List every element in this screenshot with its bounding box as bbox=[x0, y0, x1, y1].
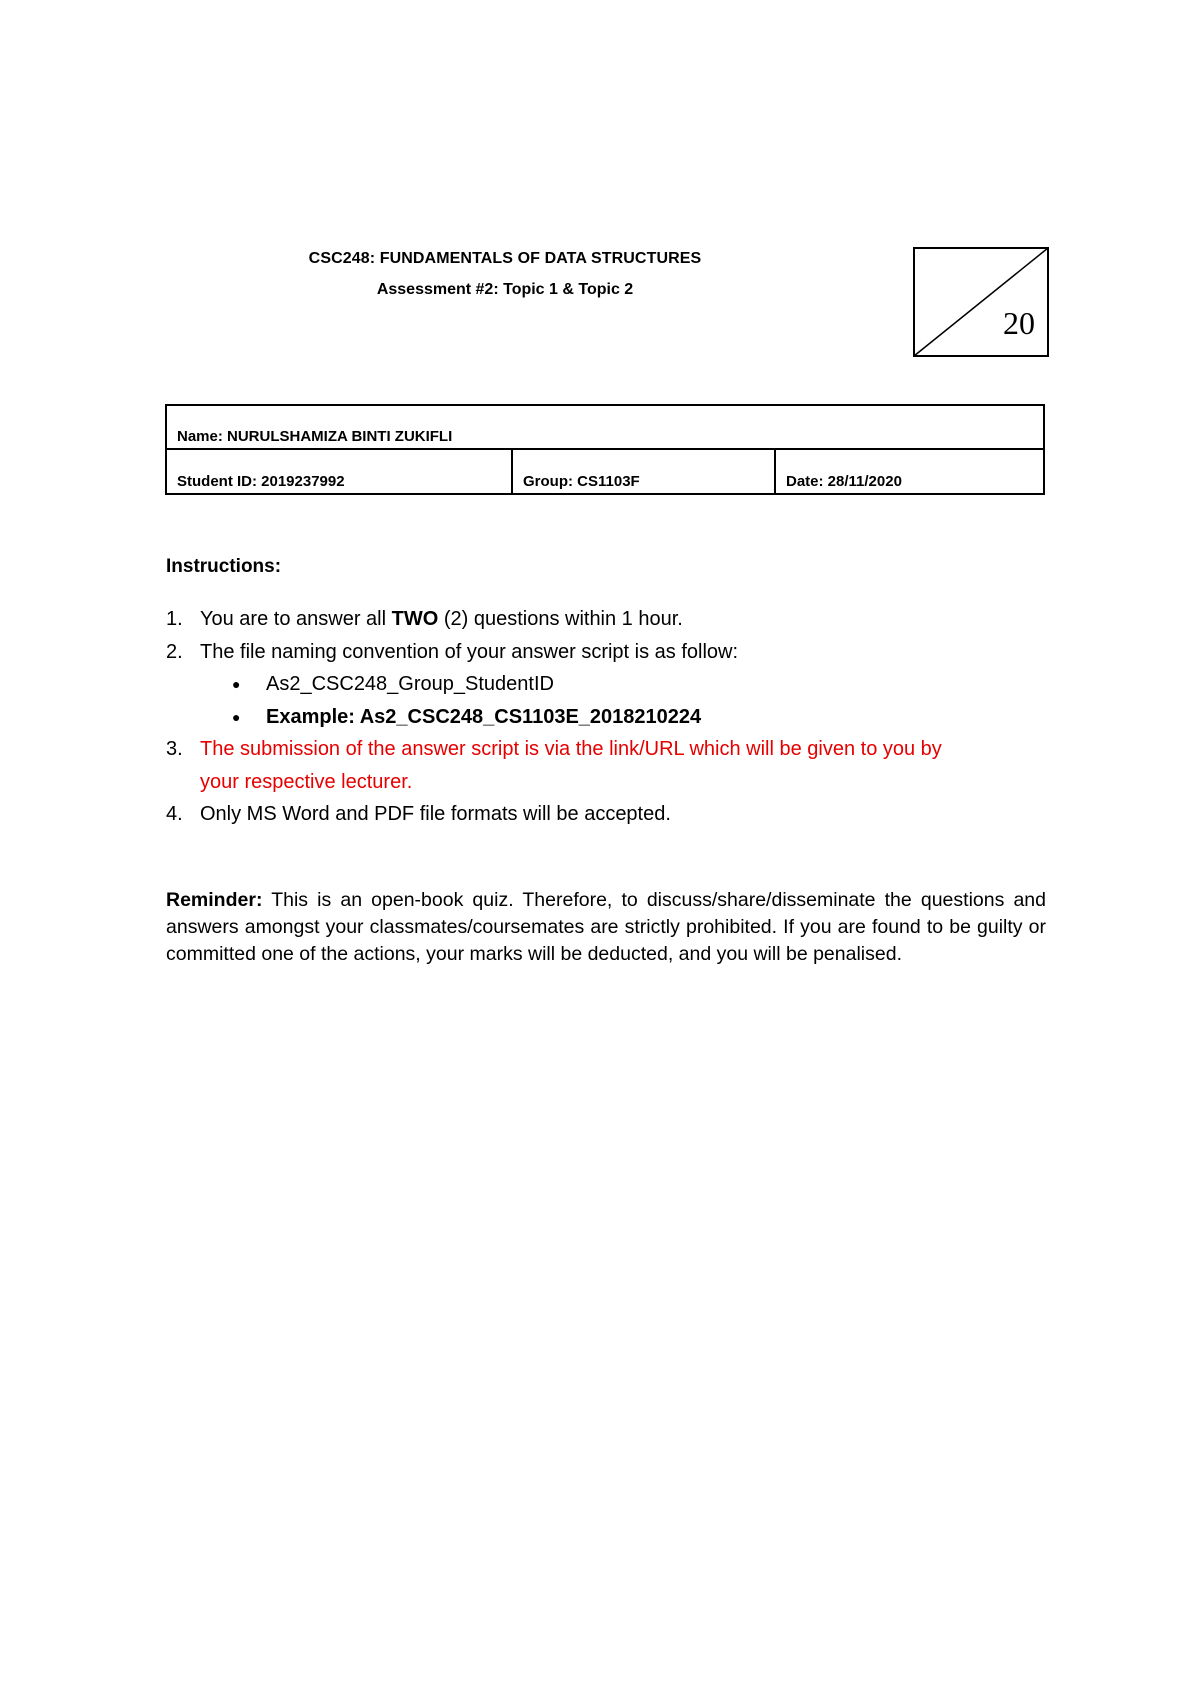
instruction-text: Only MS Word and PDF file formats will be accepted. bbox=[200, 803, 671, 825]
instruction-number: 2. bbox=[166, 640, 183, 663]
date-cell: Date: 28/11/2020 bbox=[775, 449, 1044, 494]
student-info-row-details bbox=[166, 449, 1044, 494]
instruction-text: You are to answer all bbox=[200, 608, 392, 630]
bullet-icon: ● bbox=[232, 708, 241, 725]
instruction-sub-item bbox=[166, 701, 1046, 734]
instruction-item-3-continued bbox=[166, 766, 1046, 799]
instruction-emphasis: TWO bbox=[391, 608, 439, 630]
course-title: CSC248: FUNDAMENTALS OF DATA STRUCTURES bbox=[308, 250, 702, 267]
instructions-heading: Instructions: bbox=[166, 556, 282, 577]
reminder-paragraph bbox=[166, 887, 1046, 968]
score-total: 20 bbox=[1003, 305, 1035, 341]
instruction-text: The file naming convention of your answer script is as follow: bbox=[200, 640, 739, 663]
naming-example-text: Example: As2_CSC248_CS1103E_2018210224 bbox=[266, 705, 702, 728]
student-id-cell: Student ID: 2019237992 bbox=[166, 449, 512, 494]
instruction-text: (2) questions within 1 hour. bbox=[438, 608, 683, 630]
instruction-number: 1. bbox=[166, 608, 183, 630]
instruction-item-1 bbox=[166, 603, 1046, 636]
assessment-title: Assessment #2: Topic 1 & Topic 2 bbox=[376, 281, 634, 298]
reminder-text: This is an open-book quiz. Therefore, to discuss/share/disseminate the questions and answers amongst your classmates/coursemates are strictly prohibited. If you are found to be guilty or committed one of the actions, your marks will be deducted, and you will be penalised. bbox=[166, 889, 1046, 965]
instruction-item-4 bbox=[166, 798, 1046, 831]
bullet-icon: ● bbox=[232, 676, 241, 692]
instruction-item-2 bbox=[166, 636, 1046, 669]
instruction-text-line-2: your respective lecturer. bbox=[200, 770, 413, 793]
student-info-table bbox=[165, 404, 1045, 495]
student-info-row-name bbox=[166, 405, 1044, 449]
group-cell: Group: CS1103F bbox=[512, 449, 775, 494]
instruction-number: 4. bbox=[166, 803, 183, 825]
instructions-list bbox=[166, 603, 1046, 831]
instruction-item-3 bbox=[166, 733, 1046, 766]
instruction-sub-item bbox=[166, 668, 1046, 701]
naming-format-text: As2_CSC248_Group_StudentID bbox=[266, 673, 554, 695]
instruction-text-line-1: The submission of the answer script is via the link/URL which will be given to you by bbox=[200, 738, 942, 760]
student-name-cell: Name: NURULSHAMIZA BINTI ZUKIFLI bbox=[166, 405, 1044, 449]
reminder-label: Reminder: bbox=[166, 889, 263, 911]
score-box bbox=[913, 247, 1049, 357]
instruction-number: 3. bbox=[166, 738, 183, 760]
